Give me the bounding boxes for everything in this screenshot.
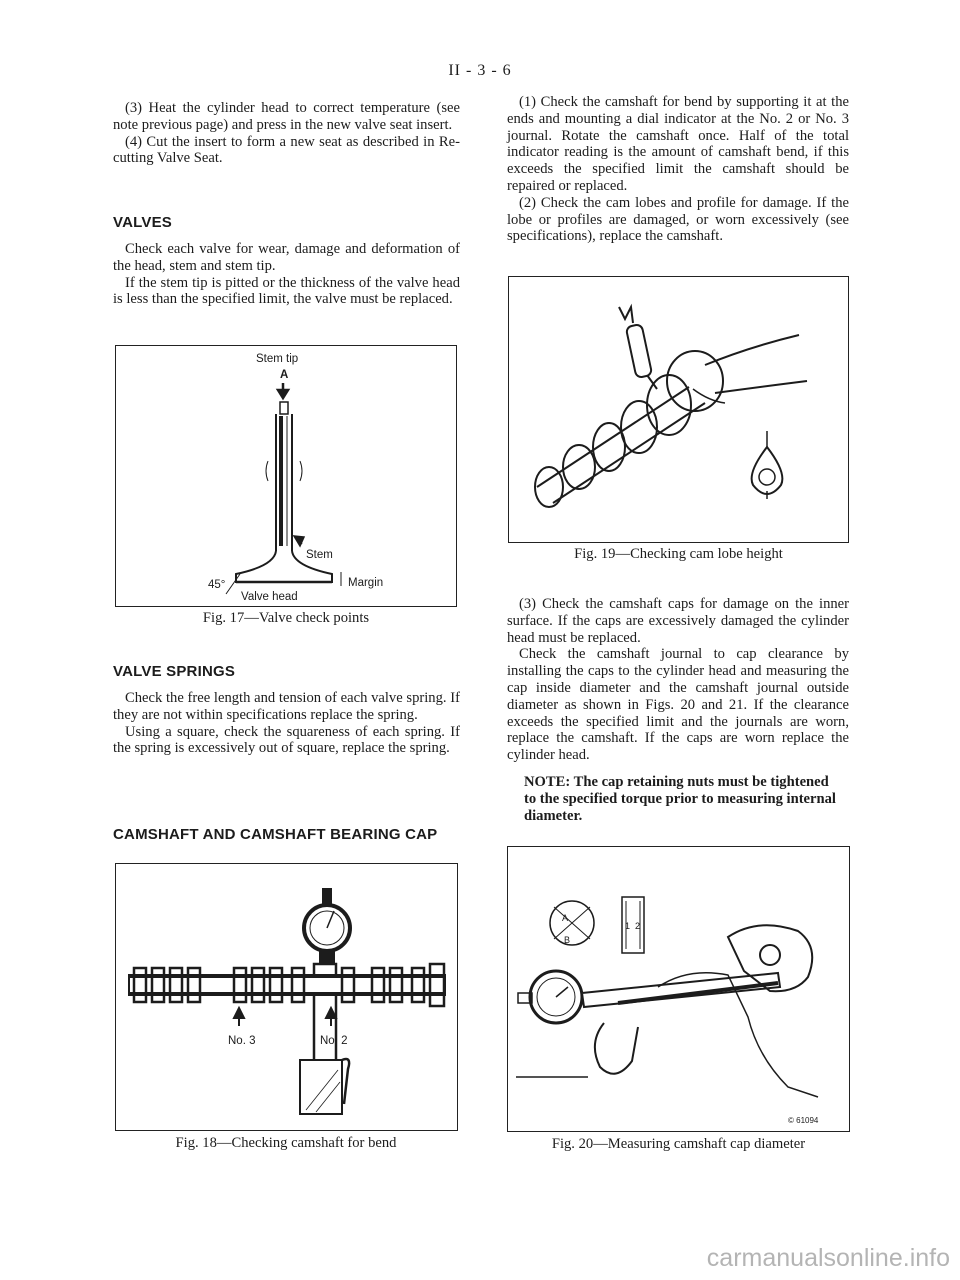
- paragraph: Check each valve for wear, damage and deformation of the head, stem and stem tip.: [113, 241, 460, 274]
- label-a: A: [280, 369, 289, 381]
- section-heading-valves: VALVES: [113, 214, 172, 231]
- label-no2: No. 2: [320, 1035, 348, 1047]
- camshaft: [535, 351, 723, 507]
- arrow-up-icon: [234, 1008, 244, 1026]
- page-number: II - 3 - 6: [448, 62, 512, 79]
- cam-lobe-diagram: [509, 277, 847, 541]
- figure-20-cap-diameter: [507, 846, 850, 1132]
- cam-lobe-profile-icon: [752, 447, 783, 494]
- left-intro: [113, 100, 460, 167]
- valve-diagram: [116, 346, 455, 605]
- watermark: carmanualsonline.info: [706, 1244, 950, 1272]
- label-b: B: [564, 935, 571, 945]
- paragraph: Using a square, check the squareness of each spring. If the spring is excessively out of square, replace the spring.: [113, 723, 460, 757]
- paragraph: (3) Check the camshaft caps for damage on the inner surface. If the caps are excessively damaged the cylinder head must be replaced.: [507, 596, 849, 646]
- note: NOTE: The cap retaining nuts must be tightened to the specified torque prior to measuring internal diameter.: [524, 774, 836, 824]
- paragraph: (4) Cut the insert to form a new seat as described in Re-cutting Valve Seat.: [113, 133, 460, 167]
- label-margin: Margin: [348, 577, 384, 589]
- springs-text: [113, 690, 460, 757]
- figure-19-cam-lobe-height: [508, 276, 849, 543]
- label-angle: 45°: [208, 579, 226, 591]
- label-a: A: [562, 913, 569, 923]
- section-heading-camshaft: CAMSHAFT AND CAMSHAFT BEARING CAP: [113, 826, 438, 843]
- figure-18-caption: Fig. 18—Checking camshaft for bend: [175, 1135, 397, 1151]
- label-stem: Stem: [306, 549, 333, 561]
- right-caps-text: [507, 596, 849, 764]
- paragraph: (1) Check the camshaft for bend by supporting it at the ends and mounting a dial indicator at the No. 2 or No. 3 journal. Rotate the camshaft once. Half of the total indicator reading is the amount of camshaft bend, if this exceeds the specified limit the camshaft should be repaired or replaced.: [507, 94, 849, 194]
- paragraph: If the stem tip is pitted or the thickness of the valve head is less than the specified limit, the valve must be replaced.: [113, 274, 460, 308]
- label-valve-head: Valve head: [241, 591, 298, 603]
- label-2: 2: [635, 921, 641, 931]
- paragraph: Check the camshaft journal to cap clearance by installing the caps to the cylinder head and measuring the cap inside diameter and the camshaft journal outside diameter as shown in Figs. 20 and 21. If the clearance exceeds the specified limit and the journals are worn, replace the camshaft. If the caps are worn replace the cylinder head.: [507, 646, 849, 764]
- right-intro: [507, 94, 849, 245]
- hand: [595, 1023, 638, 1074]
- figure-17-valve: [115, 345, 457, 607]
- hand: [705, 335, 799, 365]
- arrow-down-icon: [278, 383, 288, 398]
- paragraph: (3) Heat the cylinder head to correct temperature (see note previous page) and press in the new valve seat insert.: [113, 100, 460, 133]
- section-heading-valve-springs: VALVE SPRINGS: [113, 663, 236, 680]
- paragraph: (2) Check the cam lobes and profile for damage. If the lobe or profiles are damaged, or worn excessively (see specifications), replace the camshaft.: [507, 194, 849, 245]
- label-no3: No. 3: [228, 1035, 256, 1047]
- label-stem-tip: Stem tip: [256, 353, 299, 365]
- valves-text: [113, 241, 460, 308]
- label-code: © 61094: [788, 1116, 819, 1125]
- paragraph: Check the free length and tension of each valve spring. If they are not within specifications replace the spring.: [113, 690, 460, 723]
- cap-diameter-diagram: [508, 847, 848, 1130]
- figure-17-caption: Fig. 17—Valve check points: [202, 610, 370, 626]
- valve-tip: [280, 402, 288, 414]
- label-1: 1: [625, 921, 631, 931]
- camshaft-bend-diagram: [116, 864, 456, 1129]
- figure-18-camshaft-bend: [115, 863, 458, 1131]
- figure-20-caption: Fig. 20—Measuring camshaft cap diameter: [551, 1136, 806, 1152]
- figure-19-caption: Fig. 19—Checking cam lobe height: [574, 546, 783, 562]
- micrometer-icon: [619, 307, 633, 323]
